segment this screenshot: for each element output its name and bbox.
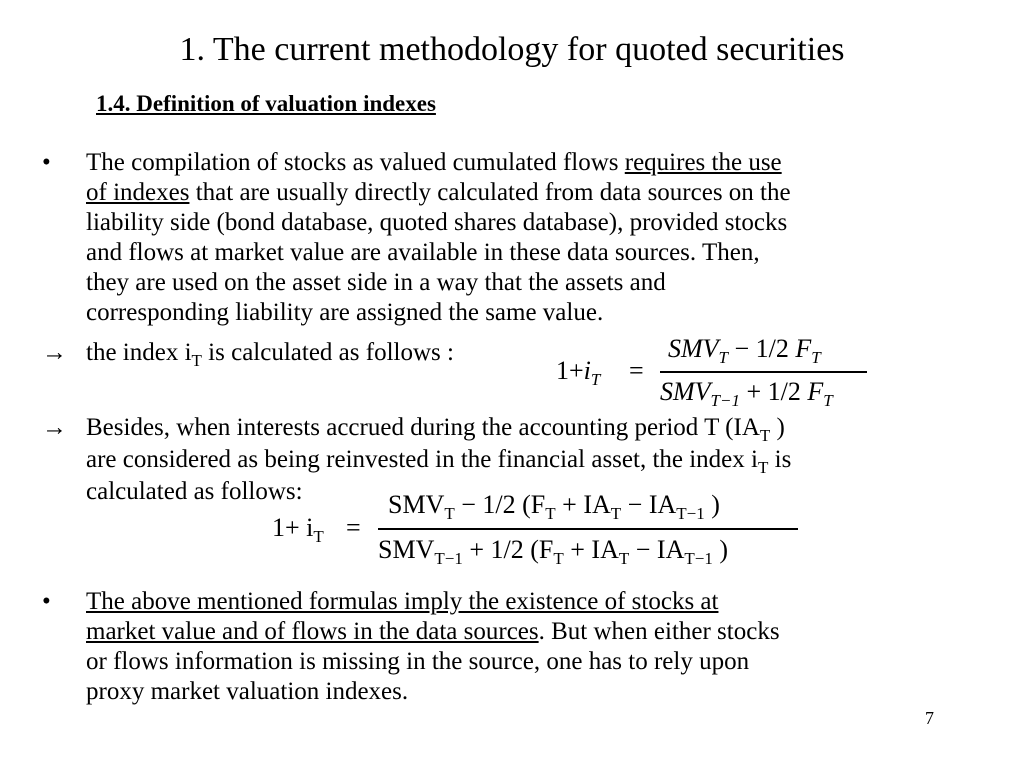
subscript: T	[553, 549, 564, 568]
text: )	[704, 490, 720, 519]
text: SMV	[388, 490, 445, 519]
subscript: T−1	[684, 549, 713, 568]
text: − 1/2	[728, 334, 796, 363]
text: + IA	[555, 490, 611, 519]
subscript: T	[718, 348, 729, 367]
bullet-marker: •	[42, 149, 51, 176]
subscript: T	[313, 527, 324, 546]
text: are considered as being reinvested in the financial asset, the index i	[86, 446, 758, 473]
section-subtitle: 1.4. Definition of valuation indexes	[96, 91, 436, 116]
underlined-text: market value and of flows in the data sources	[86, 618, 539, 645]
text: Besides, when interests accrued during the accounting period T (IA	[86, 414, 760, 441]
subscript: T−1	[434, 549, 463, 568]
fraction-bar	[378, 528, 798, 530]
text: − IA	[621, 490, 677, 519]
paragraph-index	[86, 338, 976, 370]
bullet-marker: •	[42, 588, 51, 615]
fraction-bar	[660, 371, 867, 373]
text: F	[807, 377, 824, 406]
text: + IA	[563, 535, 619, 564]
underlined-text: of indexes	[86, 179, 190, 206]
subscript: T	[590, 370, 601, 389]
text: − 1/2 (F	[454, 490, 546, 519]
text: SMV	[668, 334, 719, 363]
text: is calculated as follows :	[201, 339, 454, 366]
numerator	[668, 334, 821, 367]
equation-lhs	[556, 356, 600, 389]
subscript: T	[618, 549, 630, 568]
equals-sign: =	[346, 513, 361, 542]
paragraph-line	[86, 148, 976, 178]
paragraph-line: liability side (bond database, quoted shares database), provided stocks	[86, 209, 788, 236]
underlined-text: The above mentioned formulas imply the existence of stocks at	[86, 588, 719, 615]
text: 1+ i	[272, 513, 314, 542]
text: SMV	[660, 377, 711, 406]
subscript: T	[545, 504, 556, 523]
text: )	[712, 535, 729, 564]
equals-sign: =	[629, 356, 644, 385]
text: is	[768, 446, 792, 473]
subscript: T	[444, 504, 455, 523]
paragraph-line	[86, 617, 976, 647]
paragraph-formulas-imply	[86, 587, 976, 707]
paragraph-line	[86, 445, 976, 477]
subscript: T	[823, 391, 833, 410]
text: 1+	[556, 356, 584, 385]
paragraph-line: corresponding liability are assigned the same value.	[86, 299, 604, 326]
text: )	[770, 414, 785, 441]
paragraph-compilation	[86, 148, 976, 328]
paragraph-line: or flows information is missing in the source, one has to rely upon	[86, 648, 750, 675]
paragraph-line: they are used on the asset side in a way that the assets and	[86, 269, 666, 296]
subscript: T−1	[710, 391, 740, 410]
text: . But when either stocks	[538, 618, 780, 645]
paragraph-line	[86, 413, 976, 445]
text: SMV	[378, 535, 435, 564]
text: the index i	[86, 339, 192, 366]
paragraph-line	[86, 178, 976, 208]
subscript: T−1	[676, 504, 705, 523]
numerator	[388, 490, 720, 523]
denominator	[378, 535, 728, 568]
text: + 1/2	[739, 377, 808, 406]
paragraph-line: calculated as follows:	[86, 478, 303, 505]
arrow-icon: →	[42, 414, 67, 441]
subscript: T	[191, 351, 202, 370]
paragraph-line: and flows at market value are available in these data sources. Then,	[86, 239, 760, 266]
text: + 1/2 (F	[462, 535, 554, 564]
text: that are usually directly calculated from data sources on the	[189, 179, 791, 206]
text: i	[583, 356, 591, 385]
subscript: T	[610, 504, 622, 523]
text: F	[795, 334, 812, 363]
text: − IA	[629, 535, 685, 564]
arrow-icon: →	[42, 339, 67, 366]
denominator	[660, 377, 833, 410]
slide-title: 1. The current methodology for quoted securities	[179, 31, 845, 68]
equation-lhs	[272, 513, 324, 546]
paragraph-line: proxy market valuation indexes.	[86, 678, 409, 705]
page-number: 7	[925, 708, 934, 728]
subscript: T	[759, 426, 771, 445]
subscript: T	[811, 348, 821, 367]
subscript: T	[757, 458, 769, 477]
text: The compilation of stocks as valued cumulated flows	[86, 149, 625, 176]
underlined-text: requires the use	[624, 149, 782, 176]
